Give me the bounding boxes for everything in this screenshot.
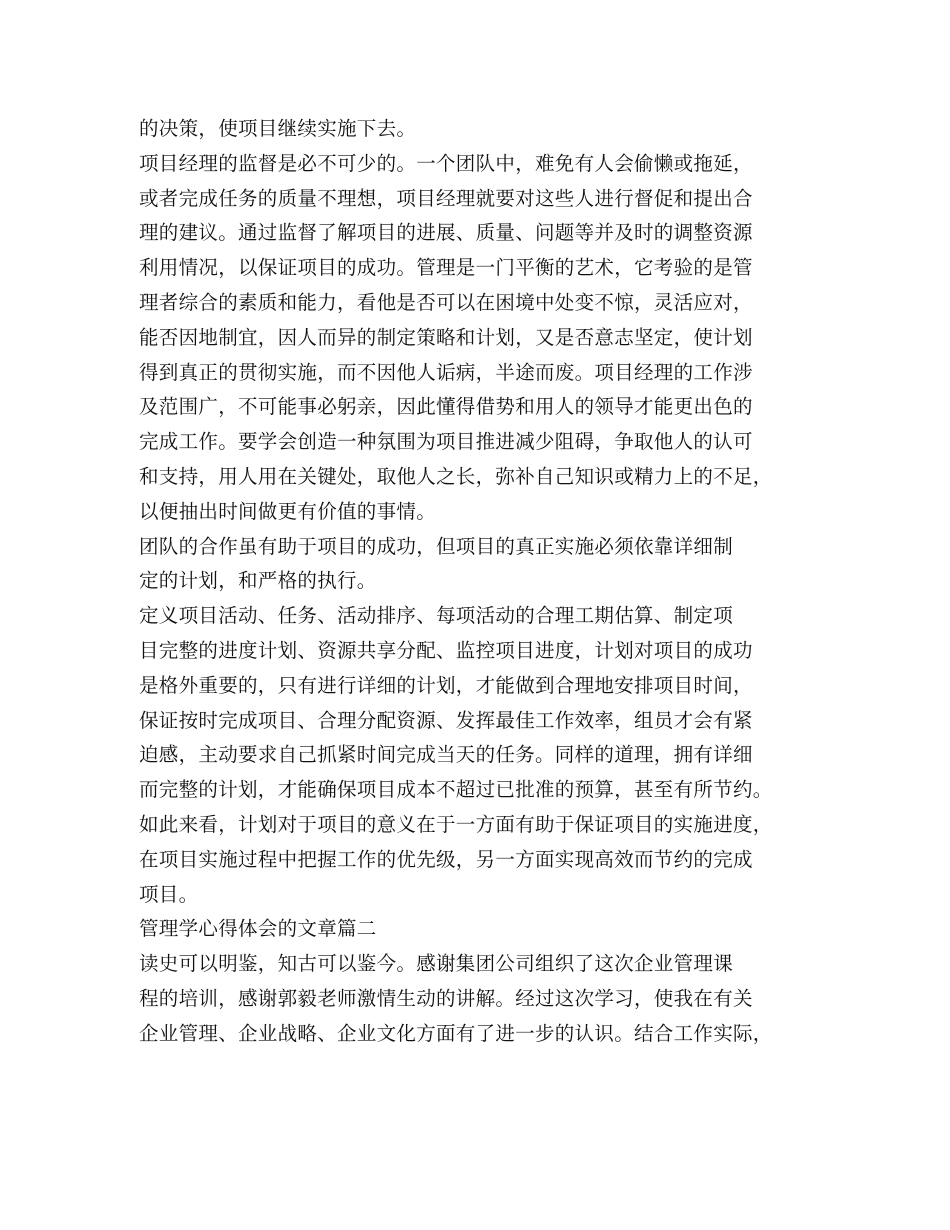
body-text xyxy=(139,112,839,1052)
text-line: 得到真正的贯彻实施，而不因他人诟病，半途而废。项目经理的工作涉 xyxy=(139,360,753,384)
text-line: 及范围广，不可能事必躬亲，因此懂得借势和用人的领导才能更出色的 xyxy=(139,395,753,419)
text-line: 项目经理的监督是必不可少的。一个团队中，难免有人会偷懒或拖延， xyxy=(139,151,753,175)
text-line: 理者综合的素质和能力，看他是否可以在困境中处变不惊，灵活应对， xyxy=(139,290,753,314)
text-line: 的决策，使项目继续实施下去。 xyxy=(139,117,417,140)
text-line: 而完整的计划，才能确保项目成本不超过已批准的预算，甚至有所节约。 xyxy=(139,778,773,802)
text-line: 程的培训，感谢郭毅老师激情生动的讲解。经过这次学习，使我在有关 xyxy=(139,986,753,1010)
text-line: 读史可以明鉴，知古可以鉴今。感谢集团公司组织了这次企业管理课 xyxy=(139,952,734,976)
text-line: 如此来看，计划对于项目的意义在于一方面有助于保证项目的实施进度， xyxy=(139,812,773,836)
text-line: 以便抽出时间做更有价值的事情。 xyxy=(139,499,437,523)
text-line: 和支持，用人用在关键处，取他人之长，弥补自己知识或精力上的不足， xyxy=(139,464,773,488)
text-line: 迫感，主动要求自己抓紧时间完成当天的任务。同样的道理，拥有详细 xyxy=(139,743,753,767)
text-line: 团队的合作虽有助于项目的成功，但项目的真正实施必须依靠详细制 xyxy=(139,534,734,558)
text-line: 项目。 xyxy=(139,882,199,906)
text-line: 理的建议。通过监督了解项目的进展、质量、问题等并及时的调整资源 xyxy=(139,221,753,245)
text-line: 在项目实施过程中把握工作的优先级，另一方面实现高效而节约的完成 xyxy=(139,847,753,871)
section-heading: 管理学心得体会的文章篇二 xyxy=(139,917,377,941)
text-line: 能否因地制宜，因人而异的制定策略和计划，又是否意志坚定，使计划 xyxy=(139,325,753,349)
text-line: 或者完成任务的质量不理想，项目经理就要对这些人进行督促和提出合 xyxy=(139,186,753,210)
text-line: 目完整的进度计划、资源共享分配、监控项目进度，计划对项目的成功 xyxy=(139,638,753,662)
text-line: 利用情况，以保证项目的成功。管理是一门平衡的艺术，它考验的是管 xyxy=(139,256,753,280)
text-line: 是格外重要的，只有进行详细的计划，才能做到合理地安排项目时间， xyxy=(139,673,753,697)
text-line: 定的计划，和严格的执行。 xyxy=(139,569,377,593)
text-line: 企业管理、企业战略、企业文化方面有了进一步的认识。结合工作实际， xyxy=(139,1021,773,1045)
text-line: 完成工作。要学会创造一种氛围为项目推进减少阻碍，争取他人的认可 xyxy=(139,430,753,454)
text-line: 定义项目活动、任务、活动排序、每项活动的合理工期估算、制定项 xyxy=(139,604,734,628)
text-line: 保证按时完成项目、合理分配资源、发挥最佳工作效率，组员才会有紧 xyxy=(139,708,753,732)
